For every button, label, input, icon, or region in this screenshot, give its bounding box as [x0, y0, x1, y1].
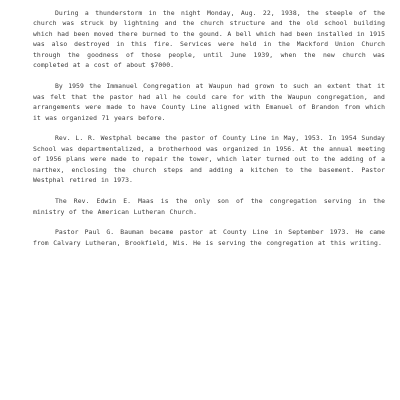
paragraph-immanuel-waupun: By 1959 the Immanuel Congregation at Waupun had grown to such an extent that it was felt that the pastor had all he could care for with the Waupun congregation, and arrangements were made to have County Line aligned with Emanuel of Brandon from which it was organized 71 years before. — [33, 82, 385, 122]
paragraph-rev-maas: The Rev. Edwin E. Maas is the only son of the congregation serving in the ministry of the American Lutheran Church. — [33, 197, 385, 216]
typed-text-body — [33, 8, 385, 259]
paragraph-pastor-bauman: Pastor Paul G. Bauman became pastor at County Line in September 1973. He came from Calvary Lutheran, Brookfield, Wis. He is serving the congregation at this writing. — [33, 228, 385, 247]
paragraph-fire-1938: During a thunderstorm in the night Monday, Aug. 22, 1938, the steeple of the church was struck by lightning and the church structure and the old school building which had been moved there burned to the gound. A bell which had been installed in 1915 was also destroyed in this fire. Services were held in the Mackford Union Church through the goodness of those people, until June 1939, when the new church was completed at a cost of about $7000. — [33, 9, 385, 70]
paragraph-rev-westphal: Rev. L. R. Westphal became the pastor of County Line in May, 1953. In 1954 Sunday School was departmentalized, a brotherhood was organized in 1956. At the annual meeting of 1956 plans were made to repair the tower, which later turned out to the adding of a narthex, enclosing the church steps and adding a kitchen to the basement. Pastor Westphal retired in 1973. — [33, 134, 385, 185]
